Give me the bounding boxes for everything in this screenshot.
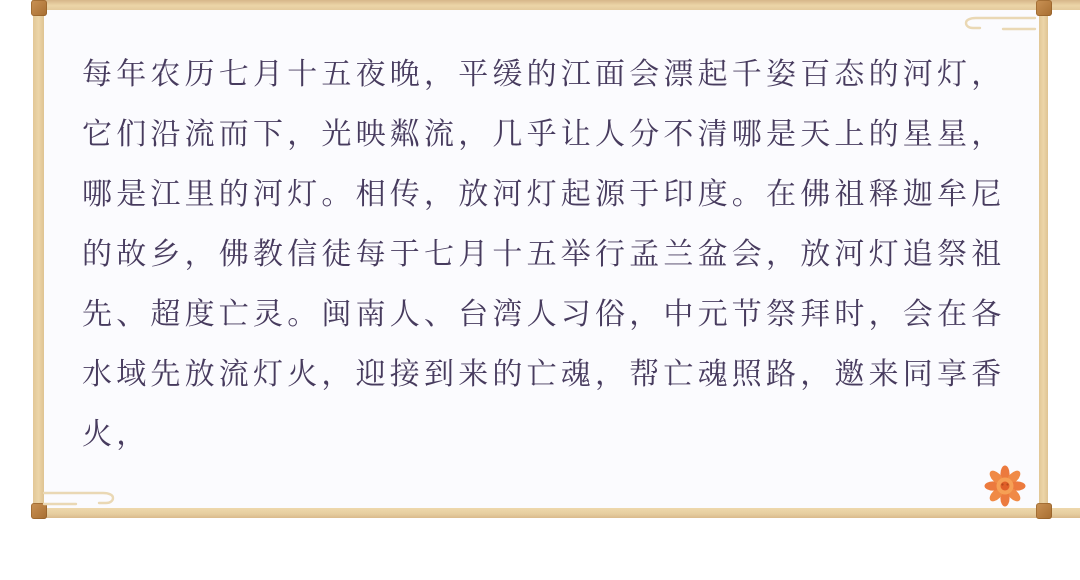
article-text [82,45,1012,465]
frame-corner-top-right [1036,0,1052,16]
paragraph-line: 火， [82,418,151,451]
paragraph-line: 先、超度亡灵。闽南人、台湾人习俗，中元节祭拜时，会在各 [82,298,1006,331]
paragraph-line: 的故乡，佛教信徒每于七月十五举行孟兰盆会，放河灯追祭祖 [82,238,1006,271]
cloud-icon [42,487,136,509]
frame-left-bar [33,0,44,518]
paragraph-line: 水域先放流灯火，迎接到来的亡魂，帮亡魂照路，邀来同享香 [82,358,1006,391]
lotus-icon [983,465,1027,507]
frame-bottom-bar [32,508,1080,518]
paragraph-line: 每年农历七月十五夜晚，平缓的江面会漂起千姿百态的河灯， [82,58,1006,91]
frame-corner-bottom-right [1036,503,1052,519]
cloud-icon [943,12,1037,34]
frame-top-bar [32,0,1080,10]
frame-right-bar [1039,0,1048,518]
paragraph-line: 哪是江里的河灯。相传，放河灯起源于印度。在佛祖释迦牟尼 [82,178,1006,211]
frame-corner-top-left [31,0,47,16]
paragraph-line: 它们沿流而下，光映粼流，几乎让人分不清哪是天上的星星， [82,118,1006,151]
